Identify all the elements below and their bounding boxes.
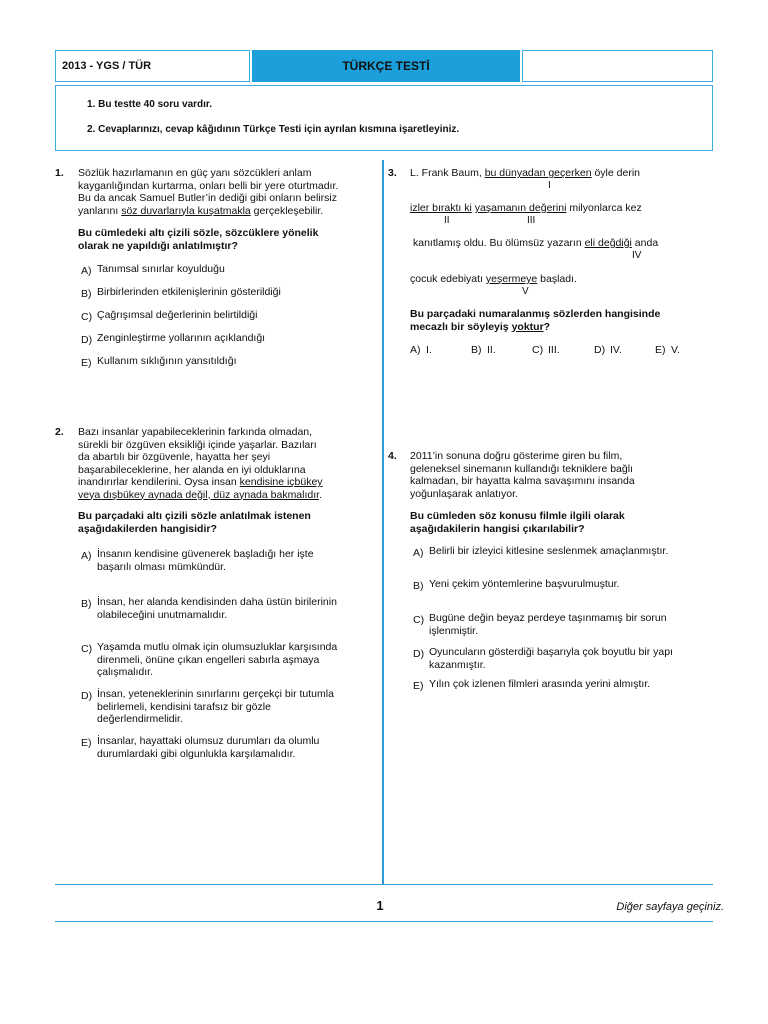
question-stem: Bu cümleden söz konusu filmle ilgili olarak aşağıdakilerin hangisi çıkarılabilir?: [410, 510, 625, 535]
numbered-phrase-4: eli değdiği: [584, 237, 632, 249]
next-page-note: Diğer sayfaya geçiniz.: [616, 901, 724, 913]
question-number: 4.: [388, 450, 397, 462]
numbered-phrase-1: bu dünyadan geçerken: [484, 167, 592, 179]
page-number: 1: [376, 898, 384, 913]
passage-line: da abartılı bir özgüvenle, hayatta her şeyi: [78, 451, 271, 463]
underlined-phrase: söz duvarlarıyla kuşatmakla: [121, 204, 251, 217]
passage-line: sürekli bir özgüven eksikliği içinde yaşarlar. Bazıları: [78, 438, 317, 451]
option-d[interactable]: D) IV.: [594, 344, 622, 356]
passage: [410, 450, 710, 500]
option-b[interactable]: B) Birbirlerinden etkilenişlerinin gösterildiği: [81, 286, 281, 300]
option-a[interactable]: A) Belirli bir izleyici kitlesine seslenmek amaçlanmıştır.: [413, 545, 669, 559]
passage-line: kalmadan, bir hayatta kalma savaşımını insanda: [410, 475, 635, 487]
roman-numeral: IV: [632, 250, 642, 261]
numbered-phrase-3: yaşamanın değerini: [474, 202, 567, 214]
option-e[interactable]: E) Kullanım sıklığının yansıtıldığı: [81, 355, 237, 369]
question-stem: Bu cümledeki altı çizili sözle, sözcüklere yönelik olarak ne yapıldığı anlatılmıştır?: [78, 227, 319, 252]
passage-line: Sözlük hazırlamanın en güç yanı sözcükleri anlam: [78, 167, 312, 179]
option-b[interactable]: B) Yeni çekim yöntemlerine başvurulmuştur.: [413, 578, 620, 592]
question-stem: Bu parçadaki altı çizili sözle anlatılmak istenen aşağıdakilerden hangisidir?: [78, 510, 311, 535]
passage-line: izler bıraktı ki yaşamanın değerini milyonlarca kez: [410, 202, 642, 214]
passage: [78, 167, 378, 217]
underlined-phrase: kendisine içbükey: [239, 476, 323, 488]
option-d[interactable]: D) Zenginleştirme yollarının açıklandığı: [81, 332, 266, 346]
roman-numeral: I: [548, 180, 551, 191]
passage-line: yoğunlaşarak anlatıyor.: [410, 487, 518, 500]
passage-line: kanıtlamış oldu. Bu ölümsüz yazarın eli değdiği anda: [413, 237, 659, 249]
instructions-box: [55, 85, 713, 151]
option-b[interactable]: B) II.: [471, 344, 496, 356]
option-b[interactable]: B) İnsan, her alanda kendisinden daha üstün birilerinin olabileceğini unutmamalıdır.: [81, 596, 337, 621]
test-title: TÜRKÇE TESTİ: [252, 50, 520, 82]
roman-numeral: II: [444, 215, 450, 226]
passage-line: L. Frank Baum, bu dünyadan geçerken öyle derin: [410, 167, 640, 179]
passage-line: geleneksel sinemanın kullandığı tekniklere bağlı: [410, 462, 633, 475]
option-d[interactable]: D) İnsan, yeteneklerinin sınırlarını gerçekçi bir tutumla belirlemeli, kendisini tarafsız bir gözle değerlendirmelidir.: [81, 688, 334, 725]
passage-line: veya dışbükey aynada değil, düz aynada bakmalıdır.: [78, 488, 322, 501]
passage-line: Bazı insanlar yapabileceklerinin farkında olmadan,: [78, 426, 313, 438]
roman-numeral: V: [522, 286, 529, 297]
passage-line: başarabileceklerine, her alanda en iyi olduklarına: [78, 463, 306, 476]
question-number: 3.: [388, 167, 397, 179]
question-4: [388, 450, 713, 700]
passage-line: Bu da ancak Samuel Butler’in dediği gibi onların belirsiz: [78, 192, 337, 204]
column-divider: [382, 160, 384, 885]
question-2: [55, 426, 375, 766]
option-e[interactable]: E) V.: [655, 344, 680, 356]
option-a[interactable]: A) I.: [410, 344, 432, 356]
question-number: 2.: [55, 426, 64, 438]
option-a[interactable]: A) İnsanın kendisine güvenerek başladığı her işte başarılı olması mümkündür.: [81, 548, 314, 573]
footer-rule-bottom: [55, 921, 713, 922]
instruction-2: 2. Cevaplarınızı, cevap kâğıdının Türkçe Testi için ayrılan kısmına işaretleyiniz.: [87, 124, 460, 135]
option-c[interactable]: C) Yaşamda mutlu olmak için olumsuzluklar karşısında direnmeli, önüne çıkan engelleri sabırla aşmaya çalışmalıdır.: [81, 641, 338, 678]
option-d[interactable]: D) Oyuncuların gösterdiği başarıyla çok boyutlu bir yapı kazanmıştır.: [413, 646, 673, 671]
numbered-phrase-2: izler bıraktı ki: [410, 202, 472, 214]
option-c[interactable]: C) Bugüne değin beyaz perdeye taşınmamış bir sorun işlenmiştir.: [413, 612, 667, 637]
question-1: [55, 167, 375, 377]
option-c[interactable]: C) III.: [532, 344, 560, 356]
numbered-phrase-5: yeşermeye: [485, 273, 538, 285]
footer-rule-top: [55, 884, 713, 885]
instruction-1: 1. Bu testte 40 soru vardır.: [87, 99, 213, 110]
underlined-phrase: veya dışbükey aynada değil, düz aynada bakmalıdır: [78, 488, 320, 501]
header-blank-box: [522, 50, 713, 82]
question-number: 1.: [55, 167, 64, 179]
passage: [78, 426, 378, 501]
question-stem: Bu parçadaki numaralanmış sözlerden hangisinde mecazlı bir söyleyiş yoktur?: [410, 308, 661, 333]
passage-line: inandırırlar kendilerini. Oysa insan kendisine içbükey: [78, 476, 323, 488]
option-e[interactable]: E) İnsanlar, hayattaki olumsuz durumları da olumlu durumlardaki gibi olgunlukla karşılamalıdır.: [81, 735, 320, 760]
exam-code: 2013 - YGS / TÜR: [55, 50, 250, 82]
roman-numeral: III: [527, 215, 536, 226]
option-c[interactable]: C) Çağrışımsal değerlerinin belirtildiği: [81, 309, 258, 323]
passage-line: kayganlığından kurtarma, onları belli bir yere oturtmadır.: [78, 179, 339, 192]
option-a[interactable]: A) Tanımsal sınırlar koyulduğu: [81, 263, 225, 277]
option-e[interactable]: E) Yılın çok izlenen filmleri arasında yerini almıştır.: [413, 678, 651, 692]
passage-line: yanlarını söz duvarlarıyla kuşatmakla gerçekleşebilir.: [78, 204, 324, 217]
question-3: [388, 167, 713, 362]
passage-line: çocuk edebiyatı yeşermeye başladı.: [410, 273, 577, 285]
passage-line: 2011’in sonuna doğru gösterime giren bu film,: [410, 450, 623, 462]
